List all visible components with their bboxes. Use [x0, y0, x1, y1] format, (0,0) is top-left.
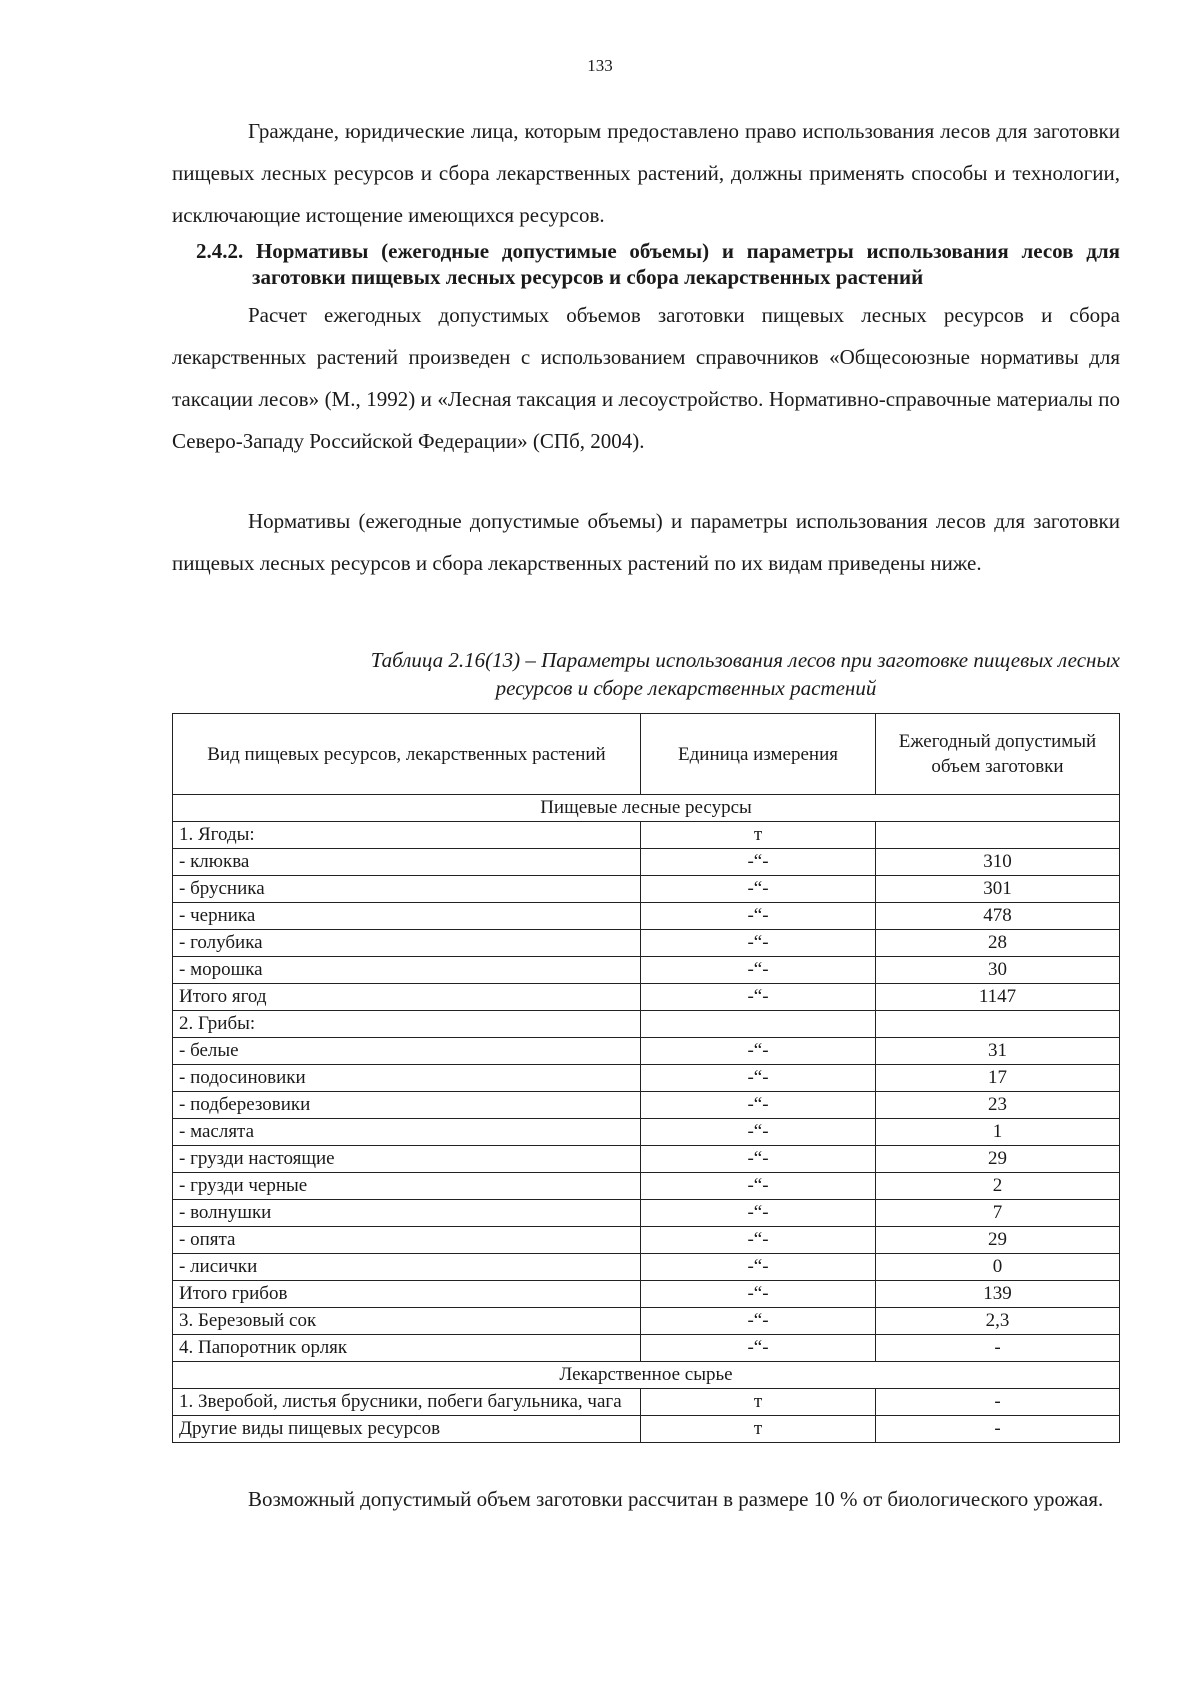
cell-resource-name: - подосиновики: [173, 1065, 641, 1092]
cell-unit: -“-: [641, 930, 876, 957]
section-label: Лекарственное сырье: [173, 1362, 1120, 1389]
cell-resource-name: - брусника: [173, 876, 641, 903]
table-row: [173, 849, 1120, 876]
cell-unit: -“-: [641, 1308, 876, 1335]
cell-volume: 2,3: [876, 1308, 1120, 1335]
cell-unit: -“-: [641, 1065, 876, 1092]
cell-volume: 310: [876, 849, 1120, 876]
cell-volume: 28: [876, 930, 1120, 957]
intro-paragraph: Граждане, юридические лица, которым предоставлено право использования лесов для заготовки пищевых лесных ресурсов и сбора лекарственных растений, должны применять способы и технологии, исключающие истощение имеющихся ресурсов.: [172, 119, 1120, 227]
cell-unit: -“-: [641, 1146, 876, 1173]
cell-unit: -“-: [641, 1119, 876, 1146]
section-row-medicinal-raw-materials: [173, 1362, 1120, 1389]
cell-volume: 31: [876, 1038, 1120, 1065]
cell-volume: 0: [876, 1254, 1120, 1281]
cell-volume: 2: [876, 1173, 1120, 1200]
cell-resource-name: Итого ягод: [173, 984, 641, 1011]
cell-volume: 30: [876, 957, 1120, 984]
cell-unit: -“-: [641, 1281, 876, 1308]
cell-resource-name: 1. Ягоды:: [173, 822, 641, 849]
cell-resource-name: Итого грибов: [173, 1281, 641, 1308]
cell-volume: 7: [876, 1200, 1120, 1227]
cell-volume: 1: [876, 1119, 1120, 1146]
cell-resource-name: - грузди черные: [173, 1173, 641, 1200]
cell-unit: -“-: [641, 1254, 876, 1281]
cell-unit: -“-: [641, 1173, 876, 1200]
cell-volume: [876, 822, 1120, 849]
table-row: [173, 984, 1120, 1011]
table-row: [173, 1416, 1120, 1443]
cell-unit: -“-: [641, 1335, 876, 1362]
cell-unit: -“-: [641, 876, 876, 903]
table-header-row: [173, 714, 1120, 795]
table-caption-line-2: ресурсов и сборе лекарственных растений: [495, 676, 877, 700]
header-annual-volume: Ежегодный допустимый объем заготовки: [876, 714, 1120, 795]
cell-volume: 301: [876, 876, 1120, 903]
cell-resource-name: - белые: [173, 1038, 641, 1065]
cell-volume: 17: [876, 1065, 1120, 1092]
table-row: [173, 1335, 1120, 1362]
cell-volume: 29: [876, 1146, 1120, 1173]
cell-resource-name: 1. Зверобой, листья брусники, побеги багульника, чага: [173, 1389, 641, 1416]
cell-resource-name: - черника: [173, 903, 641, 930]
table-row: [173, 1200, 1120, 1227]
table-row: [173, 1011, 1120, 1038]
page-number: 133: [587, 56, 613, 75]
cell-volume: 478: [876, 903, 1120, 930]
cell-volume: -: [876, 1389, 1120, 1416]
cell-unit: -“-: [641, 984, 876, 1011]
cell-resource-name: - маслята: [173, 1119, 641, 1146]
section-label: Пищевые лесные ресурсы: [173, 795, 1120, 822]
cell-resource-name: - волнушки: [173, 1200, 641, 1227]
table-row: [173, 1254, 1120, 1281]
cell-unit: т: [641, 822, 876, 849]
resources-table: [172, 713, 1120, 1443]
section-row-food-resources: [173, 795, 1120, 822]
table-row: [173, 1281, 1120, 1308]
table-row: [173, 1146, 1120, 1173]
table-row: [173, 903, 1120, 930]
cell-resource-name: - опята: [173, 1227, 641, 1254]
cell-resource-name: 4. Папоротник орляк: [173, 1335, 641, 1362]
cell-unit: -“-: [641, 957, 876, 984]
table-row: [173, 1038, 1120, 1065]
cell-unit: -“-: [641, 1200, 876, 1227]
cell-resource-name: - голубика: [173, 930, 641, 957]
cell-resource-name: 2. Грибы:: [173, 1011, 641, 1038]
cell-volume: 139: [876, 1281, 1120, 1308]
cell-volume: 29: [876, 1227, 1120, 1254]
cell-resource-name: - грузди настоящие: [173, 1146, 641, 1173]
table-row: [173, 1065, 1120, 1092]
table-row: [173, 822, 1120, 849]
cell-resource-name: Другие виды пищевых ресурсов: [173, 1416, 641, 1443]
cell-volume: -: [876, 1335, 1120, 1362]
header-unit: Единица измерения: [641, 714, 876, 795]
cell-unit: -“-: [641, 1092, 876, 1119]
table-row: [173, 1227, 1120, 1254]
cell-volume: 23: [876, 1092, 1120, 1119]
table-row: [173, 1308, 1120, 1335]
table-row: [173, 1092, 1120, 1119]
cell-volume: 1147: [876, 984, 1120, 1011]
cell-resource-name: - морошка: [173, 957, 641, 984]
cell-unit: -“-: [641, 903, 876, 930]
cell-unit: т: [641, 1416, 876, 1443]
cell-unit: -“-: [641, 1227, 876, 1254]
table-caption-line-1: Таблица 2.16(13) – Параметры использования лесов при заготовке пищевых лесных: [370, 648, 1120, 672]
table-row: [173, 1119, 1120, 1146]
cell-volume: -: [876, 1416, 1120, 1443]
norms-paragraph: Нормативы (ежегодные допустимые объемы) и параметры использования лесов для заготовки пищевых лесных ресурсов и сбора лекарственных растений по их видам приведены ниже.: [172, 509, 1120, 575]
header-resource-type: Вид пищевых ресурсов, лекарственных растений: [173, 714, 641, 795]
table-row: [173, 1173, 1120, 1200]
cell-resource-name: 3. Березовый сок: [173, 1308, 641, 1335]
calculation-paragraph: Расчет ежегодных допустимых объемов заготовки пищевых лесных ресурсов и сбора лекарственных растений произведен с использованием справочников «Общесоюзные нормативы для таксации лесов» (М., 1992) и «Лесная таксация и лесоустройство. Нормативно-справочные материалы по Северо-Западу Российской Федерации» (СПб, 2004).: [172, 303, 1120, 453]
table-row: [173, 876, 1120, 903]
table-row: [173, 957, 1120, 984]
cell-unit: -“-: [641, 849, 876, 876]
cell-volume: [876, 1011, 1120, 1038]
table-row: [173, 1389, 1120, 1416]
section-heading: 2.4.2. Нормативы (ежегодные допустимые объемы) и параметры использования лесов для заготовки пищевых лесных ресурсов и сбора лекарственных растений: [196, 239, 1120, 289]
cell-unit: т: [641, 1389, 876, 1416]
table-caption: [172, 646, 1120, 702]
cell-unit: -“-: [641, 1038, 876, 1065]
conclusion-paragraph: Возможный допустимый объем заготовки рассчитан в размере 10 % от биологического урожая.: [248, 1487, 1104, 1511]
cell-resource-name: - клюква: [173, 849, 641, 876]
cell-unit: [641, 1011, 876, 1038]
cell-resource-name: - подберезовики: [173, 1092, 641, 1119]
table-row: [173, 930, 1120, 957]
cell-resource-name: - лисички: [173, 1254, 641, 1281]
